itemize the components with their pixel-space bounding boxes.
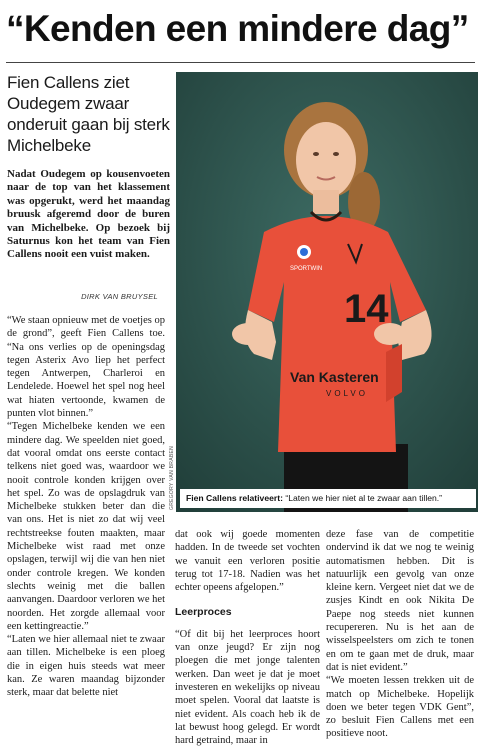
deck-subtitle: Fien Callens ziet Oudegem zwaar onderuit gaan bij sterk Michelbeke bbox=[7, 73, 170, 155]
body-paragraph: “We staan opnieuw met de voetjes op de grond”, geeft Fien Callens toe. “Na ons verlies op de openingsdag tegen Asterix Avo liep het perfect tegen Antwerpen, Charleroi en Lendelede. Hoewel het spel nog heel wat hiaten vertoonde, kwamen de punten vlot binnen.” bbox=[7, 315, 165, 420]
column-1 bbox=[7, 314, 165, 700]
photo-credit bbox=[169, 420, 175, 510]
body-paragraph: deze fase van de competitie ondervind ik dat we nog te weinig automatismen hebben. Dit is natuurlijk een gevolg van onze kleine kern. Vergeet niet dat we de zusjes Kindt en ook Nikita De Paepe nog steeds niet kunnen recupereren. Nu is het aan de wisselspeelsters om zich te tonen en om te gaan met de druk, maar dat is niet evident.” bbox=[326, 529, 474, 673]
headline: “Kenden een mindere dag” bbox=[6, 8, 469, 49]
jersey-brand: SPORTWIN bbox=[290, 266, 323, 272]
caption-name: Fien Callens relativeert: bbox=[186, 493, 283, 503]
jersey-number: 14 bbox=[344, 287, 389, 331]
jersey-sponsor: Van Kasteren bbox=[290, 369, 379, 385]
body-paragraph: “Tegen Michelbeke kenden we een mindere dag. We speelden niet goed, dat vooral omdat ons eerste contact telkens niet goed was, waardoor we nooit controle konden krijgen over het spel. Zo was de opslagdruk van Michelbeke stukken beter dan die van ons. Het is niet zo dat wij veel rechtstreekse fouten maakten, maar Michelbeke wist raad met onze opslagen, terwijl wij die van hen niet onder controle kregen. We konden slechts weinig met die ballen aanvangen. Daardoor verloren we het noorden. Het zorgde allemaal voor een kettingreactie.” bbox=[7, 421, 165, 632]
article-photo bbox=[176, 72, 478, 512]
column-3 bbox=[326, 528, 474, 741]
byline: DIRK VAN BRUYSEL bbox=[81, 292, 158, 301]
caption-quote: “Laten we hier niet al te zwaar aan tillen.” bbox=[282, 493, 443, 503]
photo-caption bbox=[180, 489, 476, 508]
intro-paragraph: Nadat Oudegem op kousenvoeten naar de top van het klassement was opgerukt, werd het maandag bruusk afgeremd door de buren van Michelbeke. Op bezoek bij Saturnus kon het team van Fien Callens nooit een vuist maken. bbox=[7, 168, 170, 261]
body-paragraph: “We moeten lessen trekken uit de match op Michelbeke. Hopelijk doen we beter tegen VDK Gent”, zo besluit Fien Callens met een positieve noot. bbox=[326, 675, 474, 740]
body-paragraph: dat ook wij goede momenten hadden. In de tweede set vochten we vanuit een verloren positie terug tot 17-18. Nadien was het echter opeens afgelopen.” bbox=[175, 529, 320, 594]
body-paragraph: “Of dit bij het leerproces hoort van onze jeugd? Er zijn nog ploegen die met jonge talenten werken. Dan weet je dat je moet investeren en wekelijks op niveau moet spelen. Vooral dat laatste is niet evident. Als coach heb ik de lat bewust hoog gelegd. Er wordt hard getraind, maar in bbox=[175, 628, 320, 747]
section-subhead: Leerproces bbox=[175, 606, 232, 619]
photo-credit-text: GREGORY VAN BRABEN bbox=[169, 445, 175, 510]
body-paragraph: “Laten we hier allemaal niet te zwaar aan tillen. Michelbeke is een ploeg die in eigen huis steeds wat meer kan. Ze waren maandag bijzonder sterk, maar dat belette niet bbox=[7, 634, 165, 699]
headline-rule bbox=[6, 62, 475, 63]
player-photo-illustration bbox=[176, 72, 478, 512]
column-2 bbox=[175, 528, 320, 747]
jersey-sponsor-sub: VOLVO bbox=[326, 389, 368, 398]
